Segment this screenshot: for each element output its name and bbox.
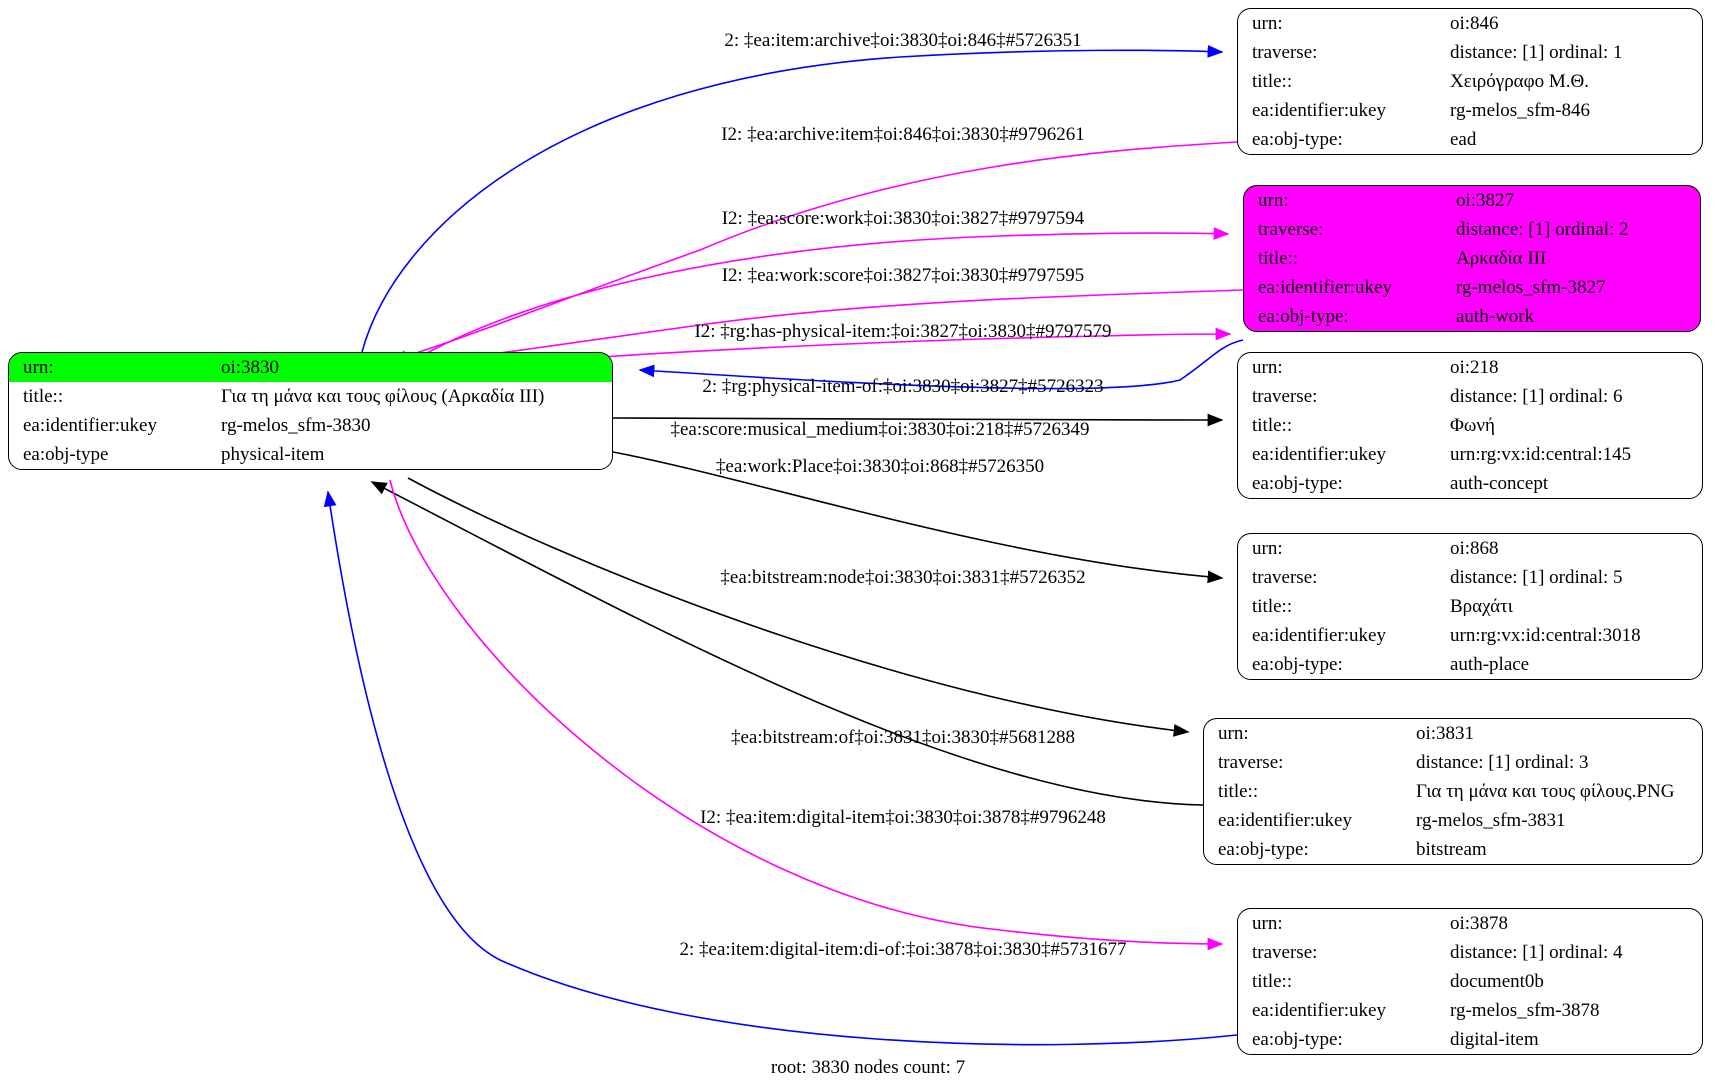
node-row <box>1238 650 1702 679</box>
edge-label-physical-item-of: 2: ‡rg:physical-item-of:‡oi:3830‡oi:3827‡#5726323 <box>702 376 1104 397</box>
node-row <box>1204 835 1702 864</box>
row-key: traverse: <box>1252 942 1318 963</box>
edge-label-score-work: I2: ‡ea:score:work‡oi:3830‡oi:3827‡#9797594 <box>721 208 1085 229</box>
node-row <box>1238 938 1702 967</box>
row-value: oi:868 <box>1450 538 1499 559</box>
node-oi-3830[interactable] <box>8 352 613 470</box>
row-value: Αρκαδία III <box>1456 248 1547 269</box>
node-row <box>1238 469 1702 498</box>
node-row <box>1238 909 1702 938</box>
node-row <box>1238 996 1702 1025</box>
row-value: rg-melos_sfm-3878 <box>1450 1000 1600 1021</box>
node-row <box>1238 38 1702 67</box>
node-row <box>1238 440 1702 469</box>
row-value: oi:3878 <box>1450 913 1509 934</box>
row-key: title:: <box>1252 596 1293 617</box>
node-row <box>9 353 612 382</box>
node-oi-218[interactable] <box>1237 352 1703 499</box>
node-oi-3827[interactable] <box>1243 185 1701 332</box>
row-value: oi:3830 <box>207 353 612 382</box>
node-row <box>1238 67 1702 96</box>
node-row <box>1238 96 1702 125</box>
row-value: oi:218 <box>1450 357 1499 378</box>
node-row <box>1244 215 1700 244</box>
node-row <box>1204 777 1702 806</box>
row-value: oi:846 <box>1450 13 1499 34</box>
row-key: ea:identifier:ukey <box>23 415 157 436</box>
node-row <box>1238 9 1702 38</box>
edge-label-bitstream-of: ‡ea:bitstream:of‡oi:3831‡oi:3830‡#5681288 <box>730 727 1076 748</box>
row-key: traverse: <box>1252 42 1318 63</box>
node-row <box>1238 967 1702 996</box>
row-key: ea:obj-type: <box>1252 654 1343 675</box>
row-value: document0b <box>1450 971 1544 992</box>
node-row <box>1238 563 1702 592</box>
node-row <box>1204 748 1702 777</box>
edge-bitstream-of <box>372 482 1203 805</box>
row-key: ea:identifier:ukey <box>1258 277 1392 298</box>
row-value: distance: [1] ordinal: 1 <box>1450 42 1623 63</box>
row-value: oi:3831 <box>1416 723 1475 744</box>
node-row <box>9 440 612 469</box>
row-value: auth-concept <box>1450 473 1549 494</box>
edge-label-archive-item: I2: ‡ea:archive:item‡oi:846‡oi:3830‡#9796261 <box>721 124 1085 145</box>
row-value: Για τη μάνα και τους φίλους.PNG <box>1416 781 1675 802</box>
row-value: distance: [1] ordinal: 5 <box>1450 567 1623 588</box>
row-value: auth-work <box>1456 306 1535 327</box>
row-key: ea:identifier:ukey <box>1218 810 1352 831</box>
row-key: urn: <box>1218 723 1249 744</box>
row-key: traverse: <box>1252 386 1318 407</box>
node-row <box>1238 382 1702 411</box>
row-key: ea:obj-type: <box>1218 839 1309 860</box>
row-value: distance: [1] ordinal: 3 <box>1416 752 1589 773</box>
row-value: digital-item <box>1450 1029 1539 1050</box>
node-oi-868[interactable] <box>1237 533 1703 680</box>
node-row <box>9 382 612 411</box>
row-value: urn:rg:vx:id:central:145 <box>1450 444 1632 465</box>
row-key: ea:identifier:ukey <box>1252 444 1386 465</box>
row-key: title:: <box>23 386 64 407</box>
node-row <box>1244 186 1700 215</box>
row-key: traverse: <box>1252 567 1318 588</box>
node-row <box>1238 125 1702 154</box>
edge-label-item-archive: 2: ‡ea:item:archive‡oi:3830‡oi:846‡#5726351 <box>724 30 1082 51</box>
edge-label-musical-medium: ‡ea:score:musical_medium‡oi:3830‡oi:218‡#5726349 <box>670 419 1090 440</box>
row-key: title:: <box>1258 248 1299 269</box>
row-key: traverse: <box>1258 219 1324 240</box>
row-value: rg-melos_sfm-3831 <box>1416 810 1566 831</box>
edge-label-work-place: ‡ea:work:Place‡oi:3830‡oi:868‡#5726350 <box>715 456 1045 477</box>
row-value: Χειρόγραφο Μ.Θ. <box>1450 71 1589 92</box>
node-row <box>1238 592 1702 621</box>
row-key: ea:obj-type: <box>1252 1029 1343 1050</box>
row-value: rg-melos_sfm-846 <box>1450 100 1591 121</box>
row-key: urn: <box>1252 913 1283 934</box>
row-value: Βραχάτι <box>1450 596 1513 617</box>
node-row <box>1204 806 1702 835</box>
row-value: Φωνή <box>1450 415 1495 436</box>
node-row <box>1238 1025 1702 1054</box>
row-key: urn: <box>1252 13 1283 34</box>
row-key: ea:obj-type <box>23 444 109 465</box>
graph-footer: root: 3830 nodes count: 7 <box>770 1057 966 1078</box>
row-key: title:: <box>1252 415 1293 436</box>
row-key: ea:obj-type: <box>1258 306 1349 327</box>
row-key: urn: <box>1252 357 1283 378</box>
row-key: title:: <box>1252 971 1293 992</box>
node-row <box>1244 244 1700 273</box>
row-key: urn: <box>1252 538 1283 559</box>
edge-label-item-digital-item: I2: ‡ea:item:digital-item‡oi:3830‡oi:3878‡#9796248 <box>700 807 1106 828</box>
row-value: rg-melos_sfm-3830 <box>221 415 371 436</box>
row-key: ea:obj-type: <box>1252 129 1343 150</box>
edge-bitstream-node <box>408 478 1188 732</box>
node-row <box>1238 353 1702 382</box>
row-key: urn: <box>1258 190 1289 211</box>
row-key: ea:obj-type: <box>1252 473 1343 494</box>
node-row <box>1204 719 1702 748</box>
edge-label-digital-item-di-of: 2: ‡ea:item:digital-item:di-of:‡oi:3878‡oi:3830‡#5731677 <box>679 939 1127 960</box>
node-row <box>1244 302 1700 331</box>
node-oi-846[interactable] <box>1237 8 1703 155</box>
row-key: ea:identifier:ukey <box>1252 100 1386 121</box>
row-value: ead <box>1450 129 1477 150</box>
node-oi-3878[interactable] <box>1237 908 1703 1055</box>
row-value: urn:rg:vx:id:central:3018 <box>1450 625 1641 646</box>
row-key: title:: <box>1218 781 1259 802</box>
row-value: distance: [1] ordinal: 4 <box>1450 942 1623 963</box>
row-value: auth-place <box>1450 654 1530 675</box>
row-value: rg-melos_sfm-3827 <box>1456 277 1606 298</box>
row-value: physical-item <box>221 444 325 465</box>
row-key: ea:identifier:ukey <box>1252 625 1386 646</box>
node-row <box>9 411 612 440</box>
edge-label-work-score: I2: ‡ea:work:score‡oi:3827‡oi:3830‡#9797595 <box>721 265 1085 286</box>
row-value: oi:3827 <box>1456 190 1515 211</box>
node-row <box>1244 273 1700 302</box>
row-key: title:: <box>1252 71 1293 92</box>
node-row <box>1238 534 1702 563</box>
edge-item-archive <box>362 50 1222 352</box>
row-value: distance: [1] ordinal: 2 <box>1456 219 1629 240</box>
edge-label-has-physical-item: I2: ‡rg:has-physical-item:‡oi:3827‡oi:3830‡#9797579 <box>694 321 1112 342</box>
edge-item-digital-item <box>390 480 1222 944</box>
row-key: ea:identifier:ukey <box>1252 1000 1386 1021</box>
node-row <box>1238 621 1702 650</box>
row-value: Για τη μάνα και τους φίλους (Αρκαδία III) <box>221 386 545 407</box>
row-key: traverse: <box>1218 752 1284 773</box>
node-row <box>1238 411 1702 440</box>
edge-label-bitstream-node: ‡ea:bitstream:node‡oi:3830‡oi:3831‡#5726352 <box>720 567 1086 588</box>
node-oi-3831[interactable] <box>1203 718 1703 865</box>
row-value: distance: [1] ordinal: 6 <box>1450 386 1623 407</box>
row-value: bitstream <box>1416 839 1487 860</box>
row-key: urn: <box>9 353 207 382</box>
